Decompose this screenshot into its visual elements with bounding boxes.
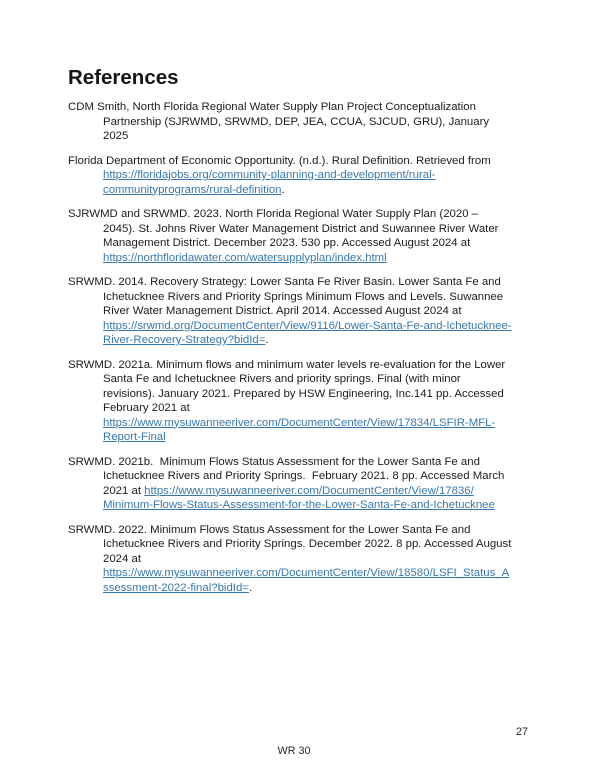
reference-line (68, 168, 548, 183)
page-number: 27 (515, 726, 528, 738)
reference-line (68, 333, 548, 348)
reference-link[interactable]: ssessment-2022-final?bidId= (103, 581, 249, 594)
reference-text: Santa Fe and Ichetucknee Rivers and priority springs. Final (with minor (103, 373, 461, 385)
reference-line (68, 430, 548, 445)
reference-line (68, 154, 548, 169)
reference-link[interactable]: https://northfloridawater.com/watersupplyplan/index.html (103, 251, 387, 264)
reference-line (68, 222, 548, 237)
reference-entry (68, 100, 548, 144)
reference-link[interactable]: https://srwmd.org/DocumentCenter/View/9116/Lower-Santa-Fe-and-Ichetucknee- (103, 319, 512, 332)
reference-text: February 2021 at (103, 402, 190, 414)
reference-link[interactable]: https://www.mysuwanneeriver.com/DocumentCenter/View/17836/ (144, 484, 474, 497)
references-list (68, 100, 548, 605)
reference-line (68, 358, 548, 373)
reference-line (68, 115, 548, 130)
reference-entry (68, 207, 548, 265)
reference-line (68, 207, 548, 222)
reference-text: 2045). St. Johns River Water Management District and Suwannee River Water (103, 222, 499, 235)
reference-link[interactable]: https://www.mysuwanneeriver.com/DocumentCenter/View/18580/LSFI_Status_A (103, 567, 510, 579)
reference-link[interactable]: Minimum-Flows-Status-Assessment-for-the-Lower-Santa-Fe-and-Ichetucknee (103, 499, 495, 511)
reference-line (68, 290, 548, 305)
reference-entry (68, 455, 548, 513)
reference-text: CDM Smith, North Florida Regional Water Supply Plan Project Conceptualization (68, 101, 476, 113)
reference-line (68, 100, 548, 115)
reference-line (68, 304, 548, 319)
reference-line (68, 401, 548, 416)
reference-line (68, 455, 548, 470)
reference-entry (68, 523, 548, 596)
reference-text: SRWMD. 2022. Minimum Flows Status Assessment for the Lower Santa Fe and (68, 523, 471, 536)
page-title: References (68, 66, 179, 89)
reference-line (68, 319, 548, 334)
reference-text: . (281, 183, 285, 196)
reference-text: Ichetucknee Rivers and Priority Springs. December 2022. 8 pp. Accessed August (103, 538, 512, 550)
reference-line (68, 498, 548, 513)
reference-line (68, 484, 548, 499)
reference-text: 2025 (103, 130, 129, 142)
reference-text: SRWMD. 2014. Recovery Strategy: Lower Santa Fe River Basin. Lower Santa Fe and (68, 276, 501, 288)
reference-text: . (248, 581, 253, 594)
reference-link[interactable]: https://floridajobs.org/community-planning-and-development/rural- (103, 169, 436, 181)
reference-link[interactable]: River-Recovery-Strategy?bidId= (103, 334, 266, 346)
reference-line (68, 552, 548, 567)
reference-line (68, 251, 548, 266)
reference-text: . (265, 334, 269, 346)
reference-text: revisions). January 2021. Prepared by HSW Engineering, Inc.141 pp. Accessed (103, 387, 504, 400)
reference-text: SJRWMD and SRWMD. 2023. North Florida Regional Water Supply Plan (2020 – (68, 208, 479, 220)
reference-text: River Water Management District. April 2014. Accessed August 2024 at (103, 305, 462, 317)
reference-entry (68, 154, 548, 198)
reference-text: Ichetucknee Rivers and Priority Springs. February 2021. 8 pp. Accessed March (103, 470, 505, 482)
reference-entry (68, 275, 548, 348)
reference-text: Partnership (SJRWMD, SRWMD, DEP, JEA, CCUA, SJCUD, GRU), January (103, 115, 490, 128)
reference-line (68, 537, 548, 552)
reference-link[interactable]: https://www.mysuwanneeriver.com/DocumentCenter/View/17834/LSFIR-MFL- (103, 416, 496, 429)
reference-text: SRWMD. 2021a. Minimum flows and minimum water levels re-evaluation for the Lower (68, 358, 506, 371)
reference-line (68, 183, 548, 198)
reference-line (68, 416, 548, 431)
reference-line (68, 469, 548, 484)
reference-link[interactable]: communityprograms/rural-definition (103, 183, 282, 196)
reference-text: Management District. December 2023. 530 pp. Accessed August 2024 at (103, 237, 471, 249)
reference-text: 2024 at (103, 552, 142, 565)
footer-doc-code: WR 30 (277, 745, 311, 757)
reference-link[interactable]: Report-Final (103, 431, 166, 443)
reference-line (68, 387, 548, 402)
reference-entry (68, 358, 548, 445)
reference-line (68, 372, 548, 387)
reference-text: SRWMD. 2021b. Minimum Flows Status Assessment for the Lower Santa Fe and (68, 455, 480, 468)
reference-text: Ichetucknee Rivers and Priority Springs Minimum Flows and Levels. Suwannee (103, 290, 504, 303)
reference-text: Florida Department of Economic Opportunity. (n.d.). Rural Definition. Retrieved from (68, 154, 491, 167)
reference-line (68, 566, 548, 581)
reference-line (68, 275, 548, 290)
reference-line (68, 129, 548, 144)
reference-line (68, 236, 548, 251)
reference-text: 2021 at (103, 484, 145, 497)
reference-line (68, 523, 548, 538)
reference-line (68, 581, 548, 596)
